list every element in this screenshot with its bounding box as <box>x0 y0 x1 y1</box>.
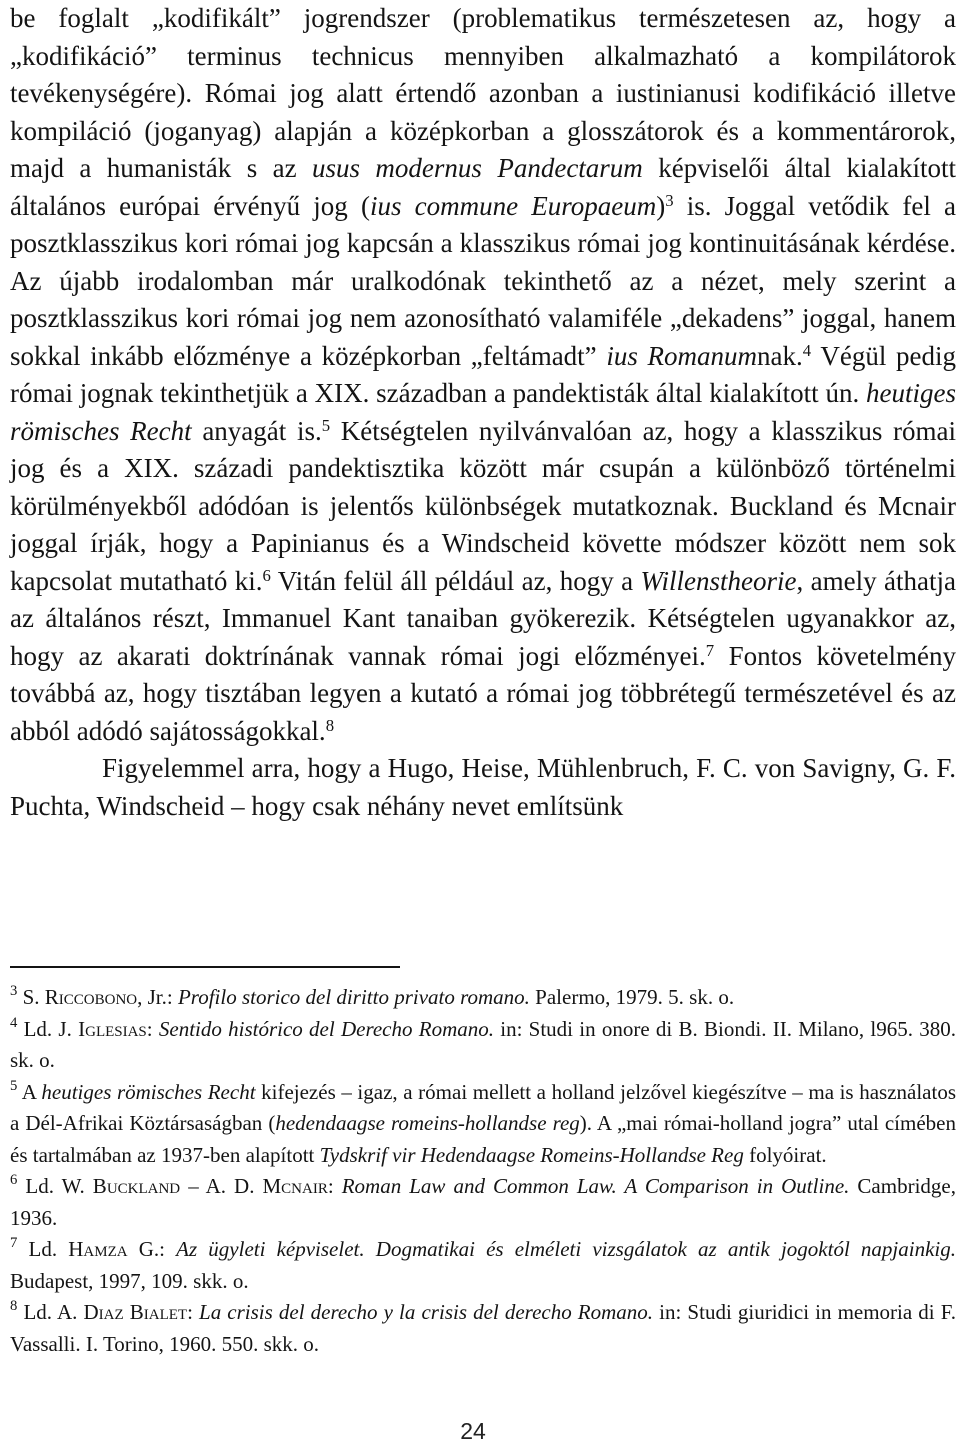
text-run: kifejezés – igaz, a római mellett a holland jelzővel kiegészítve – ma is használatos a Dél-Afrikai Köztársaságban ( <box>10 1079 956 1135</box>
text-run: , Jr.: <box>137 985 178 1009</box>
text-run: in: Studi in onore di B. Biondi. II. Milano, l965. 380. sk. o. <box>10 1016 956 1072</box>
text-run: : <box>187 1300 200 1324</box>
small-caps-text: ialet <box>143 1300 188 1324</box>
text-run: A <box>17 1079 42 1104</box>
text-run: : <box>327 1174 342 1198</box>
footnote-ref: 5 <box>10 1077 18 1094</box>
text-run: anyagát is. <box>191 415 322 446</box>
italic-text: Profilo storico del diritto privato romano. <box>177 985 530 1009</box>
italic-text: La crisis del derecho y la crisis del derecho Romano. <box>199 1300 654 1324</box>
italic-text: Roman Law and Common Law. A Comparison in Outline. <box>341 1174 850 1198</box>
text-run: Budapest, 1997, 109. skk. o. <box>10 1268 249 1293</box>
footnote-ref: 7 <box>705 640 715 660</box>
text-run: Végül pedig római jognak tekinthetjük a XIX. században a pandektisták által kialakított ún. <box>10 340 957 408</box>
text-run: Figyelemmel arra, hogy a Hugo, Heise, Mühlenbruch, F. C. von Savigny, G. F. Puchta, Windscheid – hogy csak néhány nevet említsünk <box>10 753 956 821</box>
small-caps-text: iccobono <box>58 985 138 1009</box>
italic-text: heutiges römisches Recht <box>41 1079 256 1104</box>
text-run: , amely áthatja az általános részt, Immanuel Kant tanaiban gyökerezik. Kétségtelen ugyanakkor az, hogy az akarati doktrínának vannak római jogi előzményei. <box>10 565 956 671</box>
text-run: nak. <box>757 340 803 371</box>
text-run: is. Joggal vetődik fel a posztklasszikus kori római jog kapcsán a klasszikus római jog kontinuitásának kérdése. Az újabb irodalomban már uralkodónak tekinthető az a nézet, mely szerint a posztklasszikus kori római jog nem azonosítható valamiféle „dekadens” joggal, hanem sokkal inkább előzménye a középkorban „feltámadt” <box>10 190 956 371</box>
italic-text: Az ügyleti képviselet. Dogmatikai és elméleti vizsgálatok az antik jogoktól napjainkig. <box>176 1237 957 1261</box>
small-caps-text: iaz <box>98 1300 124 1324</box>
text-run: folyóirat. <box>743 1142 827 1167</box>
text-run: : <box>146 1016 159 1041</box>
italic-text: heutiges römisches Recht <box>10 378 956 446</box>
footnote-ref: 8 <box>10 1298 18 1315</box>
footnotes <box>10 982 956 1360</box>
footnote-ref: 3 <box>665 190 674 210</box>
paragraph <box>10 0 956 750</box>
text-run: Ld. A. D <box>17 1300 99 1324</box>
small-caps-text: uckland <box>106 1174 181 1198</box>
footnote-ref: 4 <box>802 340 812 360</box>
footnote <box>10 1234 956 1297</box>
footnote-ref: 3 <box>10 983 18 1000</box>
footnote-ref: 4 <box>10 1014 18 1031</box>
small-caps-text: cnair <box>281 1174 328 1198</box>
footnote-separator <box>10 966 400 968</box>
text-run: Ld. W. B <box>17 1174 107 1198</box>
footnote-ref: 6 <box>10 1172 18 1189</box>
italic-text: Willenstheorie <box>640 565 797 596</box>
text-run: Vitán felül áll például az, hogy a <box>270 565 641 596</box>
italic-text: usus modernus Pandectarum <box>312 153 643 183</box>
text-run: in: Studi giuridici in memoria di F. Vassalli. I. Torino, 1960. 550. skk. o. <box>10 1300 956 1356</box>
footnote-ref: 6 <box>262 565 271 585</box>
text-run: Kétségtelen nyilvánvalóan az, hogy a klasszikus római jog és a XIX. századi pandektisztika között már csupán a különböző történelmi körülményekből adódóan is jelentős különbségek mutatkoznak. Buckland és Mcnair joggal írják, hogy a Papinianus és a Windscheid követte módszer között nem sok kapcsolat mutatható ki. <box>10 415 956 596</box>
italic-text: Sentido histórico del Derecho Romano. <box>158 1016 494 1041</box>
footnote-ref: 7 <box>10 1235 18 1252</box>
text-run: Fontos követelmény továbbá az, hogy tisztában legyen a kutató a római jog többrétegű természetével és az abból adódó sajátosságokkal. <box>10 640 957 746</box>
text-run: S. R <box>17 985 59 1009</box>
small-caps-text: glesias <box>85 1016 147 1041</box>
text-run: képviselői által kialakított általános európai érvényű jog ( <box>10 153 956 221</box>
footnote-ref: 5 <box>321 415 331 435</box>
italic-text: Tydskrif vir Hedendaagse Romeins-Hollandse Reg <box>319 1142 744 1167</box>
text-run: ). A „mai római-holland jogra” utal címében és tartalmában az 1937-ben alapított <box>10 1111 956 1167</box>
text-run: Ld. J. I <box>17 1016 86 1041</box>
small-caps-text: amza <box>83 1237 128 1261</box>
paragraph <box>10 750 956 825</box>
page-number: 24 <box>460 1418 486 1444</box>
text-run: Cambridge, 1936. <box>10 1174 956 1230</box>
footnote <box>10 1077 956 1172</box>
italic-text: ius commune Europaeum <box>369 190 657 221</box>
footnote <box>10 1171 956 1234</box>
text-run: G.: <box>127 1237 177 1261</box>
main-text <box>10 0 956 825</box>
footnote-ref: 8 <box>325 715 335 735</box>
italic-text: ius Romanum <box>606 340 758 371</box>
footnote <box>10 982 956 1014</box>
text-run: B <box>123 1300 144 1324</box>
text-run: Ld. H <box>17 1237 84 1261</box>
text-run: – A. D. M <box>180 1174 282 1198</box>
text-run: be foglalt „kodifikált” jogrendszer (problematikus természetesen az, hogy a „kodifikáció” terminus technicus mennyiben alkalmazható a kompilátorok tevékenységére). Római jog alatt értendő azonban a iustinianusi kodifikáció illetve kompiláció (joganyag) alapján a középkorban a glosszátorok és a kommentárorok, majd a humanisták s az <box>10 3 956 183</box>
footnote <box>10 1297 956 1360</box>
italic-text: hedendaagse romeins-hollandse reg <box>275 1111 580 1135</box>
text-run: Palermo, 1979. 5. sk. o. <box>529 985 735 1009</box>
document-page <box>10 0 957 1356</box>
text-run: ) <box>656 190 666 221</box>
footnote <box>10 1014 956 1077</box>
